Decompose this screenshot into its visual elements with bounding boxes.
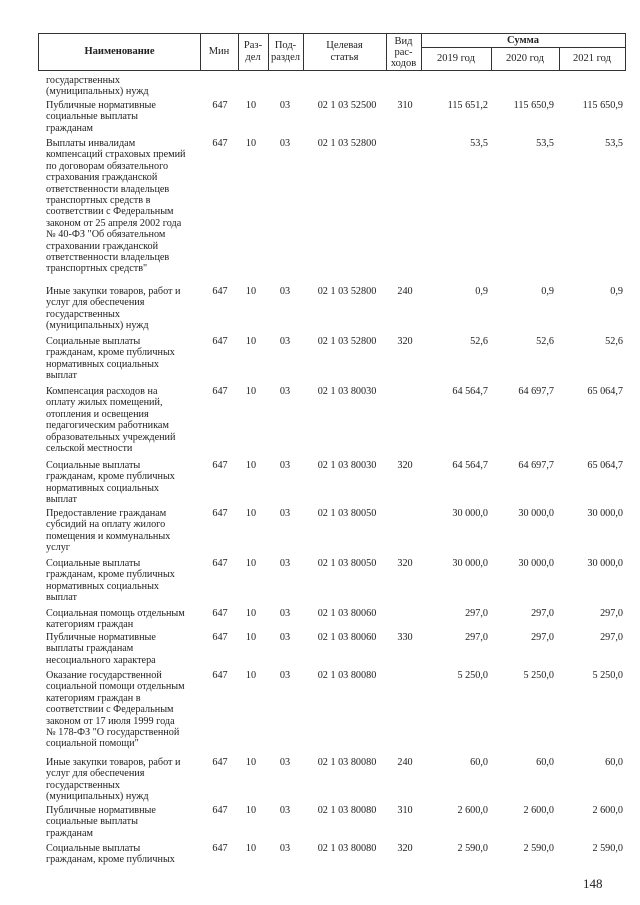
row-section: 10	[245, 508, 257, 519]
row-sum-2021: 60,0	[605, 757, 623, 768]
row-sum-2021: 297,0	[600, 608, 623, 619]
row-sum-2019: 297,0	[465, 632, 488, 643]
row-sum-2020: 30 000,0	[518, 558, 554, 569]
row-min: 647	[212, 757, 228, 768]
row-sum-2020: 64 697,7	[518, 460, 554, 471]
row-sum-2021: 297,0	[600, 632, 623, 643]
row-sum-2020: 0,9	[541, 286, 554, 297]
row-name: Социальная помощь отдельным категориям граждан	[46, 608, 185, 631]
row-name: Предоставление гражданам субсидий на оплату жилого помещения и коммунальных услуг	[46, 508, 171, 554]
row-section: 10	[245, 100, 257, 111]
row-expense-type: 330	[397, 632, 413, 643]
row-subsection: 03	[279, 100, 291, 111]
row-expense-type: 240	[397, 286, 413, 297]
row-sum-2021: 65 064,7	[587, 386, 623, 397]
row-sum-2019: 52,6	[470, 336, 488, 347]
header-2020: 2020 год	[506, 53, 544, 64]
row-subsection: 03	[279, 286, 291, 297]
row-sum-2019: 64 564,7	[452, 386, 488, 397]
row-sum-2020: 30 000,0	[518, 508, 554, 519]
row-target-article: 02 1 03 80080	[317, 805, 377, 816]
row-name: Публичные нормативные социальные выплаты гражданам	[46, 805, 156, 839]
row-sum-2019: 297,0	[465, 608, 488, 619]
row-subsection: 03	[279, 632, 291, 643]
row-expense-type: 310	[397, 805, 413, 816]
row-name: Социальные выплаты гражданам, кроме публичных	[46, 843, 175, 866]
header-sum: Сумма	[507, 34, 539, 46]
row-section: 10	[245, 670, 257, 681]
row-expense-type: 310	[397, 100, 413, 111]
row-subsection: 03	[279, 460, 291, 471]
row-subsection: 03	[279, 558, 291, 569]
row-sum-2021: 65 064,7	[587, 460, 623, 471]
row-sum-2019: 2 600,0	[457, 805, 488, 816]
row-subsection: 03	[279, 508, 291, 519]
row-section: 10	[245, 138, 257, 149]
row-sum-2020: 115 650,9	[513, 100, 554, 111]
row-min: 647	[212, 100, 228, 111]
row-sum-2020: 52,6	[536, 336, 554, 347]
row-target-article: 02 1 03 80060	[317, 608, 377, 619]
row-name: Иные закупки товаров, работ и услуг для обеспечения государственных (муниципальных) нужд	[46, 286, 181, 332]
row-sum-2020: 297,0	[531, 608, 554, 619]
row-subsection: 03	[279, 386, 291, 397]
row-target-article: 02 1 03 52500	[317, 100, 377, 111]
row-section: 10	[245, 336, 257, 347]
row-min: 647	[212, 386, 228, 397]
table-header	[38, 33, 626, 71]
row-sum-2020: 2 590,0	[523, 843, 554, 854]
row-subsection: 03	[279, 138, 291, 149]
row-section: 10	[245, 805, 257, 816]
row-subsection: 03	[279, 336, 291, 347]
row-sum-2021: 30 000,0	[587, 558, 623, 569]
row-min: 647	[212, 632, 228, 643]
row-name: Социальные выплаты гражданам, кроме публичных нормативных социальных выплат	[46, 460, 175, 506]
row-section: 10	[245, 460, 257, 471]
row-target-article: 02 1 03 52800	[317, 138, 377, 149]
row-sum-2021: 115 650,9	[582, 100, 623, 111]
row-sum-2020: 53,5	[536, 138, 554, 149]
header-2019: 2019 год	[437, 53, 475, 64]
row-section: 10	[245, 608, 257, 619]
row-subsection: 03	[279, 843, 291, 854]
row-min: 647	[212, 508, 228, 519]
row-expense-type: 320	[397, 558, 413, 569]
page-number: 148	[583, 876, 603, 891]
row-name: Компенсация расходов на оплату жилых помещений, отопления и освещения педагогическим работникам образовательных учреждений сельской местности	[46, 386, 176, 455]
row-sum-2020: 2 600,0	[523, 805, 554, 816]
header-min: Мин	[208, 46, 230, 57]
row-name: Выплаты инвалидам компенсаций страховых премий по договорам обязательного страхования гражданской ответственности владельцев транспортных средств в соответствии с Федеральным законом от 25 апреля 2002 года № 40-ФЗ "Об обязательном страховании гражданской ответственности владельцев транспортных средств"	[46, 138, 186, 275]
row-sum-2020: 60,0	[536, 757, 554, 768]
row-sum-2021: 5 250,0	[592, 670, 623, 681]
row-target-article: 02 1 03 80050	[317, 558, 377, 569]
header-name: Наименование	[84, 46, 155, 57]
row-name: Иные закупки товаров, работ и услуг для обеспечения государственных (муниципальных) нужд	[46, 757, 181, 803]
row-subsection: 03	[279, 757, 291, 768]
row-sum-2021: 52,6	[605, 336, 623, 347]
row-expense-type: 320	[397, 460, 413, 471]
row-target-article: 02 1 03 80030	[317, 386, 377, 397]
row-sum-2020: 297,0	[531, 632, 554, 643]
row-name: Публичные нормативные социальные выплаты гражданам	[46, 100, 156, 134]
row-subsection: 03	[279, 670, 291, 681]
row-target-article: 02 1 03 80050	[317, 508, 377, 519]
row-target-article: 02 1 03 80080	[317, 843, 377, 854]
header-section: Раз- дел	[243, 40, 263, 63]
row-section: 10	[245, 286, 257, 297]
row-sum-2020: 64 697,7	[518, 386, 554, 397]
header-2021: 2021 год	[573, 53, 611, 64]
row-min: 647	[212, 670, 228, 681]
row-expense-type: 240	[397, 757, 413, 768]
row-section: 10	[245, 558, 257, 569]
row-section: 10	[245, 386, 257, 397]
header-article: Целевая статья	[326, 40, 363, 63]
row-min: 647	[212, 805, 228, 816]
row-sum-2020: 5 250,0	[523, 670, 554, 681]
row-section: 10	[245, 757, 257, 768]
row-target-article: 02 1 03 80060	[317, 632, 377, 643]
row-subsection: 03	[279, 805, 291, 816]
row-section: 10	[245, 632, 257, 643]
row-section: 10	[245, 843, 257, 854]
row-target-article: 02 1 03 52800	[317, 286, 377, 297]
row-sum-2021: 2 590,0	[592, 843, 623, 854]
row-sum-2021: 30 000,0	[587, 508, 623, 519]
row-min: 647	[212, 608, 228, 619]
row-target-article: 02 1 03 80080	[317, 757, 377, 768]
row-sum-2019: 64 564,7	[452, 460, 488, 471]
row-min: 647	[212, 336, 228, 347]
row-subsection: 03	[279, 608, 291, 619]
row-sum-2021: 0,9	[610, 286, 623, 297]
row-expense-type: 320	[397, 336, 413, 347]
row-sum-2019: 0,9	[475, 286, 488, 297]
row-sum-2019: 115 651,2	[447, 100, 488, 111]
row-min: 647	[212, 286, 228, 297]
row-sum-2021: 2 600,0	[592, 805, 623, 816]
row-sum-2019: 60,0	[470, 757, 488, 768]
header-subsection: Под- раздел	[270, 40, 301, 63]
row-sum-2019: 30 000,0	[452, 508, 488, 519]
header-expense-type: Вид рас- ходов	[390, 35, 417, 69]
row-sum-2019: 2 590,0	[457, 843, 488, 854]
row-name: государственных (муниципальных) нужд	[46, 75, 149, 98]
row-min: 647	[212, 558, 228, 569]
row-target-article: 02 1 03 80080	[317, 670, 377, 681]
row-sum-2019: 53,5	[470, 138, 488, 149]
row-name: Оказание государственной социальной помощи отдельным категориям граждан в соответствии с Федеральным законом от 17 июля 1999 года № 178-ФЗ "О государственной социальной помощи"	[46, 670, 185, 750]
row-sum-2019: 30 000,0	[452, 558, 488, 569]
row-sum-2021: 53,5	[605, 138, 623, 149]
row-sum-2019: 5 250,0	[457, 670, 488, 681]
row-target-article: 02 1 03 80030	[317, 460, 377, 471]
row-min: 647	[212, 843, 228, 854]
row-target-article: 02 1 03 52800	[317, 336, 377, 347]
row-min: 647	[212, 460, 228, 471]
row-name: Социальные выплаты гражданам, кроме публичных нормативных социальных выплат	[46, 336, 175, 382]
row-name: Публичные нормативные выплаты гражданам несоциального характера	[46, 632, 156, 666]
row-name: Социальные выплаты гражданам, кроме публичных нормативных социальных выплат	[46, 558, 175, 604]
row-min: 647	[212, 138, 228, 149]
row-expense-type: 320	[397, 843, 413, 854]
